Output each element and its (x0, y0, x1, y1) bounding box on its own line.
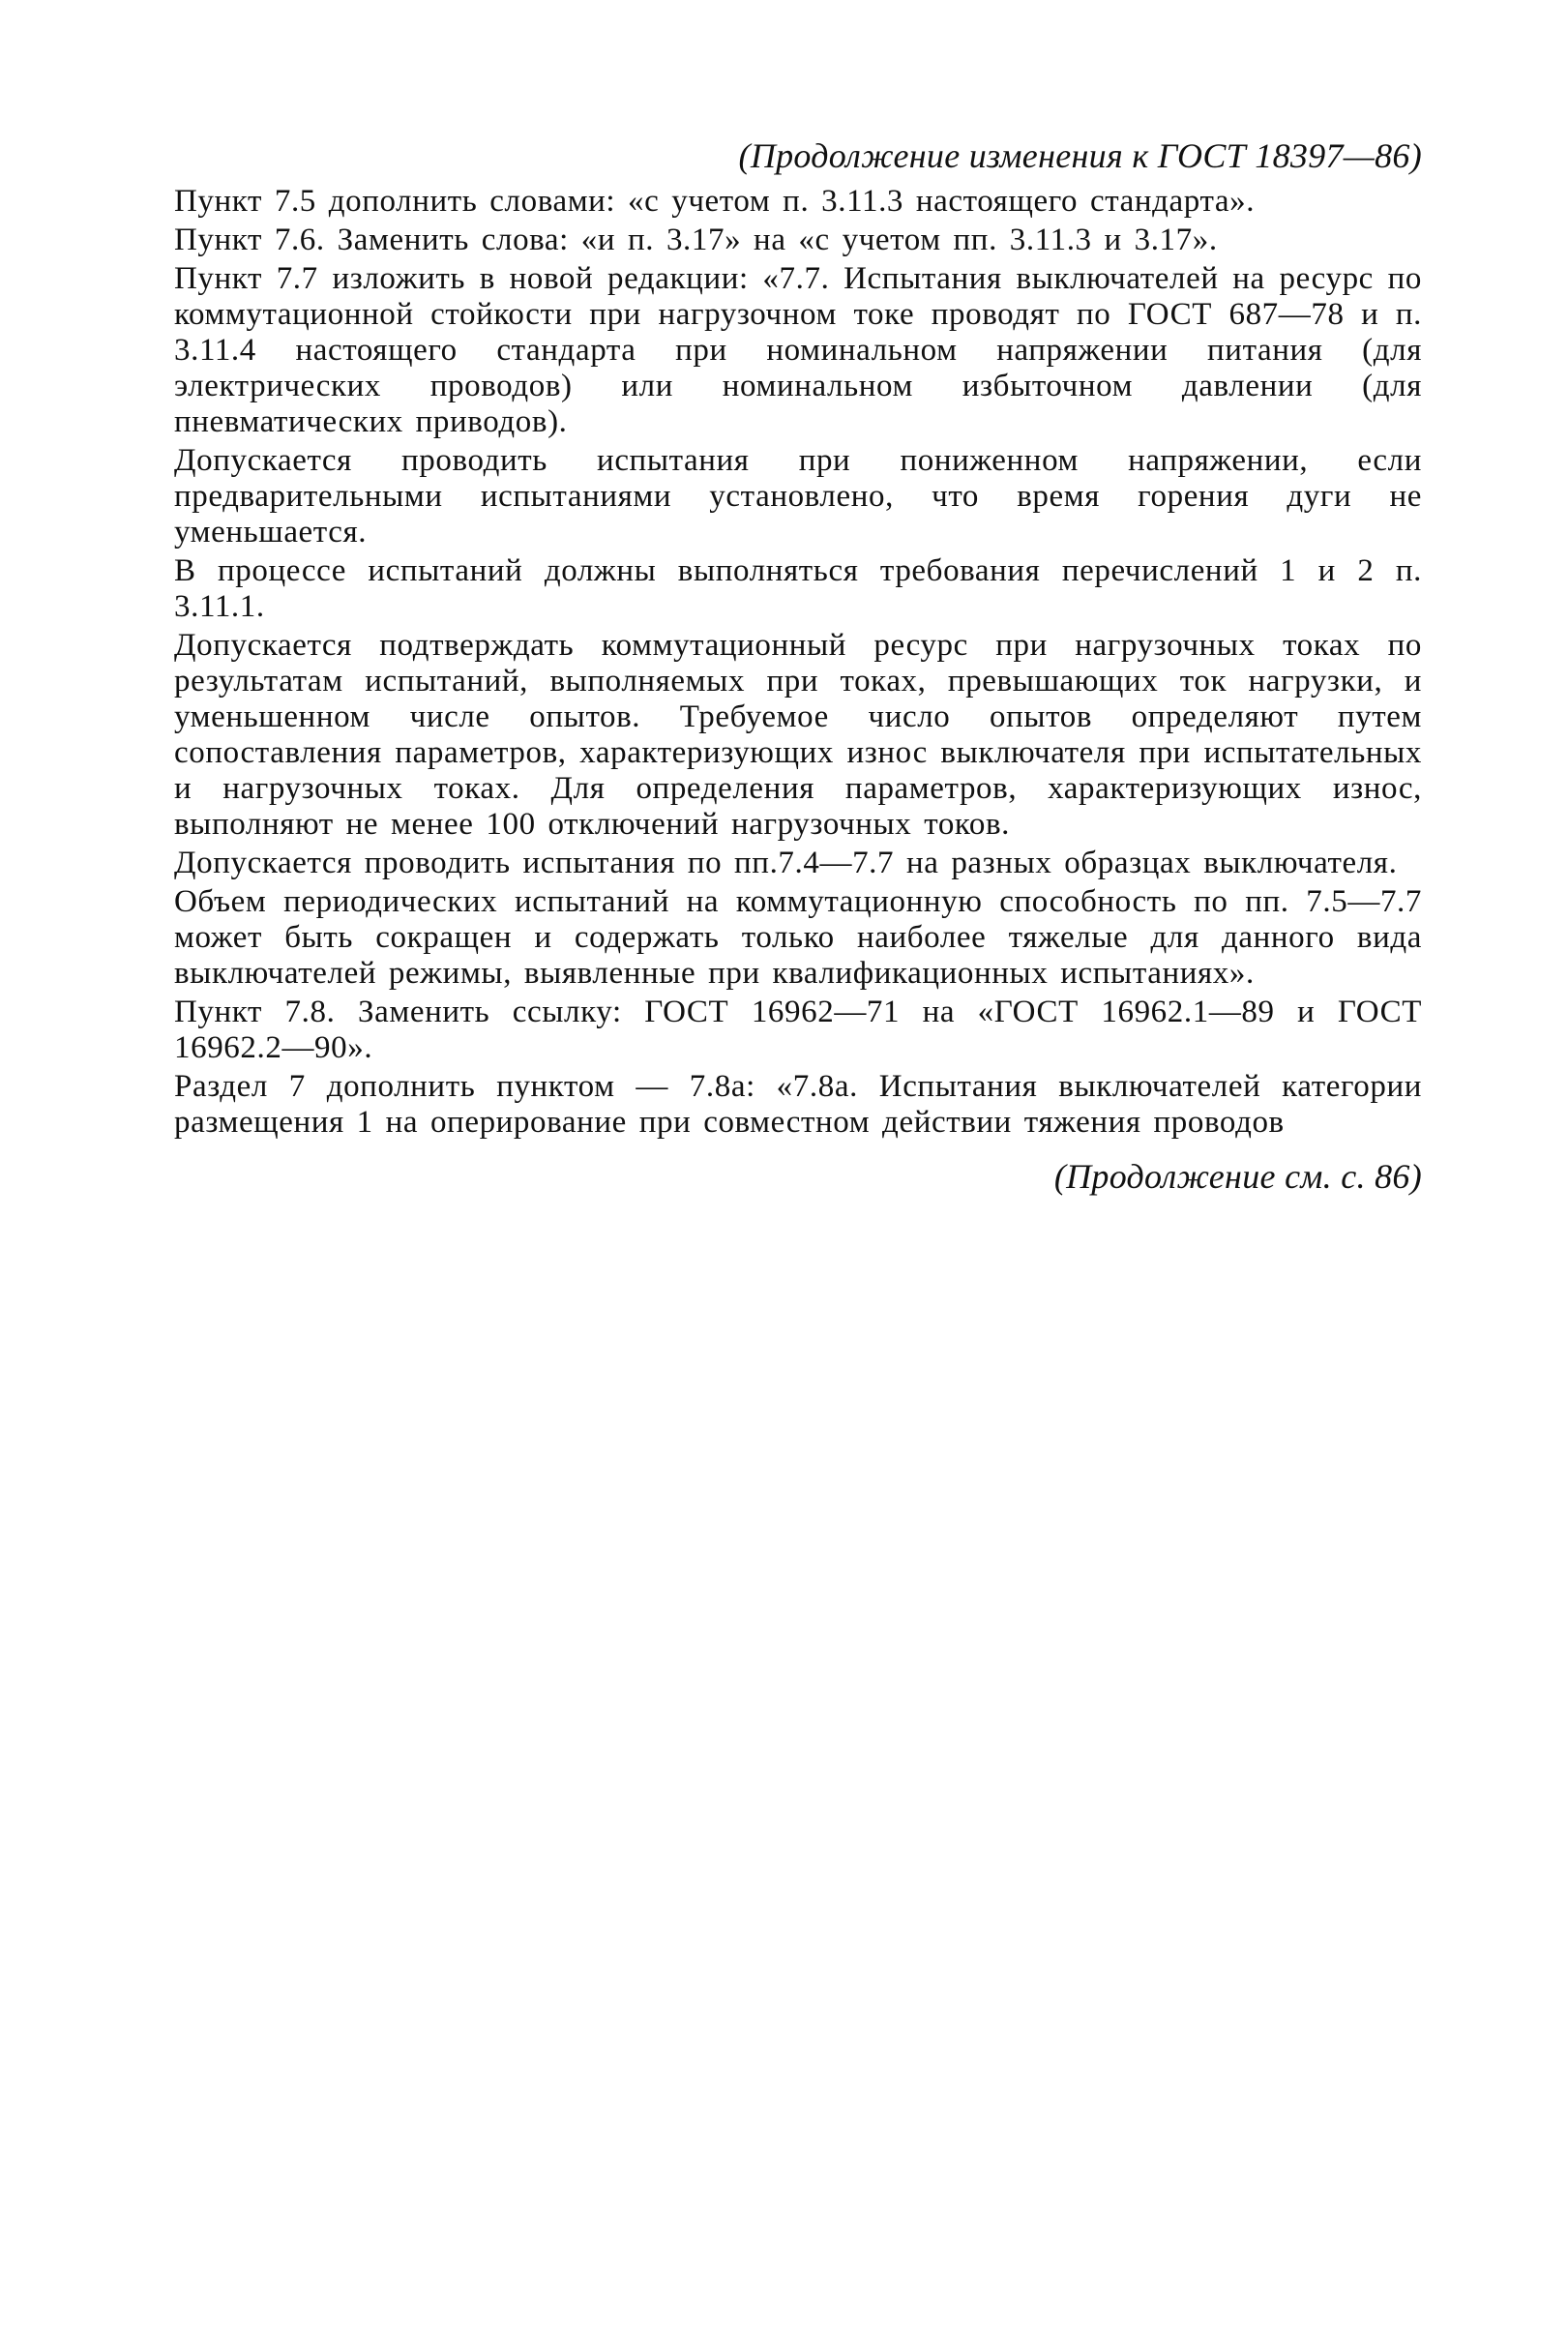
paragraph-reduced-voltage: Допускается проводить испытания при пониженном напряжении, если предварительными испытаниями установлено, что время горения дуги не уменьшается. (174, 443, 1422, 550)
paragraph-item-7-5: Пункт 7.5 дополнить словами: «с учетом п. 3.11.3 настоящего стандарта». (174, 184, 1256, 219)
continuation-footer: (Продолжение см. с. 86) (1053, 1157, 1422, 1196)
paragraph-item-7-6: Пункт 7.6. Заменить слова: «и п. 3.17» на «с учетом пп. 3.11.3 и 3.17». (174, 223, 1218, 257)
continuation-header: (Продолжение изменения к ГОСТ 18397—86) (738, 136, 1422, 175)
paragraph-switching-resource: Допускается подтверждать коммутационный ресурс при нагрузочных токах по результатам испытаний, выполняемых при токах, превышающих ток нагрузки, и уменьшенном числе опытов. Требуемое число опытов определяют путем сопоставления параметров, характеризующих износ выключателя при испытательных и нагрузочных токах. Для определения параметров, характеризующих износ, выполняют не менее 100 отключений нагрузочных токов. (174, 628, 1422, 842)
paragraph-requirements: В процессе испытаний должны выполняться требования перечислений 1 и 2 п. 3.11.1. (174, 553, 1422, 624)
paragraph-item-7-7: Пункт 7.7 изложить в новой редакции: «7.7. Испытания выключателей на ресурс по коммутационной стойкости при нагрузочном токе проводят по ГОСТ 687—78 и п. 3.11.4 настоящего стандарта при номинальном напряжении питания (для электрических проводов) или номинальном избыточном давлении (для пневматических приводов). (174, 261, 1422, 439)
paragraph-periodic-tests: Объем периодических испытаний на коммутационную способность по пп. 7.5—7.7 может быть сокращен и содержать только наиболее тяжелые для данного вида выключателей режимы, выявленные при квалификационных испытаниях». (174, 884, 1422, 991)
text-column (174, 134, 1422, 1199)
paragraph-different-samples: Допускается проводить испытания по пп.7.4—7.7 на разных образцах выключателя. (174, 846, 1398, 880)
paragraph-item-7-8: Пункт 7.8. Заменить ссылку: ГОСТ 16962—71 на «ГОСТ 16962.1—89 и ГОСТ 16962.2—90». (174, 995, 1422, 1065)
paragraph-section-7-addition: Раздел 7 дополнить пунктом — 7.8а: «7.8а. Испытания выключателей категории размещения 1 на оперирование при совместном действии тяжения проводов (174, 1069, 1422, 1140)
